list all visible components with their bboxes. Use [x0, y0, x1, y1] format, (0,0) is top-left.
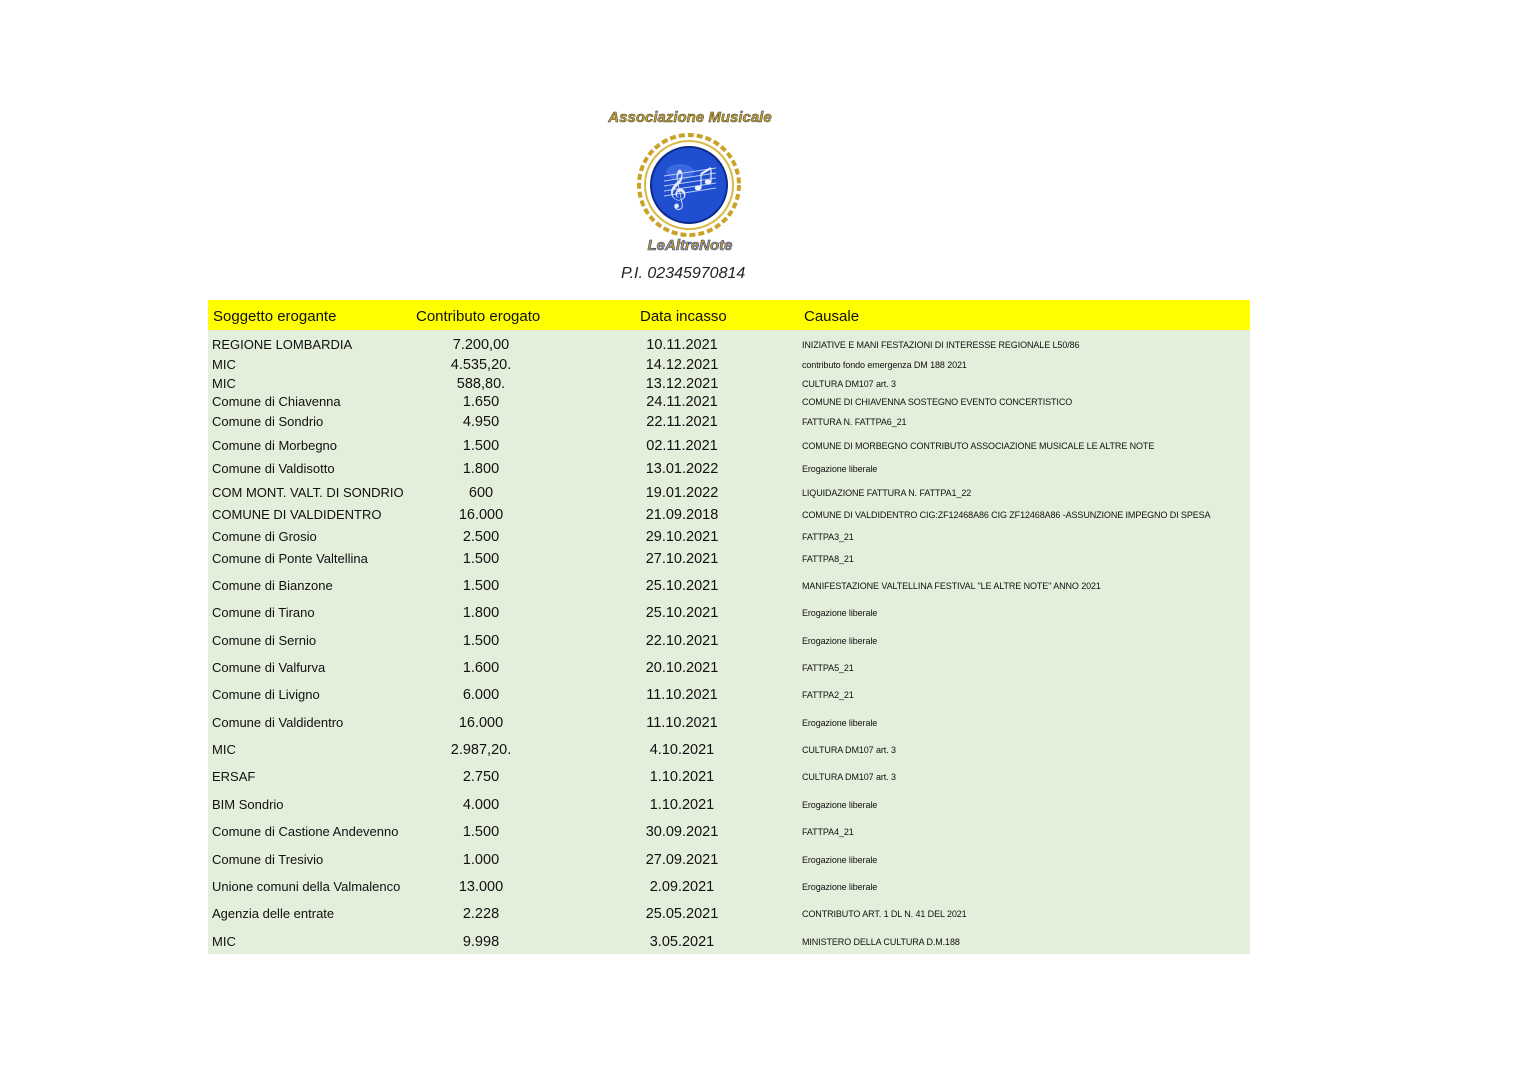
cell-contributo: 1.500	[462, 824, 500, 840]
cell-data: 11.10.2021	[646, 715, 718, 731]
table-row	[208, 685, 1250, 705]
cell-causale: CULTURA DM107 art. 3	[802, 745, 896, 755]
cell-contributo: 6.000	[462, 687, 500, 703]
cell-soggetto: Comune di Morbegno	[212, 438, 338, 453]
cell-contributo: 1.000	[462, 852, 500, 868]
table-row	[208, 549, 1250, 569]
cell-data: 19.01.2022	[645, 485, 719, 501]
cell-soggetto: Agenzia delle entrate	[212, 906, 335, 921]
cell-data: 22.11.2021	[646, 414, 718, 430]
table-row	[208, 904, 1250, 924]
cell-causale: MINISTERO DELLA CULTURA D.M.188	[802, 937, 960, 947]
table-row	[208, 505, 1250, 525]
cell-causale: INIZIATIVE E MANI FESTAZIONI DI INTERESSE REGIONALE L50/86	[802, 340, 1080, 350]
logo-top-text: Associazione Musicale	[608, 109, 772, 126]
cell-soggetto: Comune di Tresivio	[212, 852, 324, 867]
cell-data: 4.10.2021	[649, 742, 715, 758]
cell-data: 1.10.2021	[649, 769, 715, 785]
cell-causale: FATTPA2_21	[802, 690, 854, 700]
cell-data: 13.12.2021	[645, 376, 719, 392]
cell-causale: FATTURA N. FATTPA6_21	[802, 417, 907, 427]
cell-causale: Erogazione liberale	[802, 718, 878, 728]
table-row	[208, 658, 1250, 678]
cell-data: 13.01.2022	[645, 461, 719, 477]
table-header	[208, 300, 1250, 330]
cell-causale: COMUNE DI VALDIDENTRO CIG:ZF12468A86 CIG ZF12468A86 -ASSUNZIONE IMPEGNO DI SPESA	[802, 510, 1211, 520]
cell-contributo: 2.750	[462, 769, 500, 785]
table-row	[208, 436, 1250, 456]
cell-contributo: 588,80.	[456, 376, 506, 392]
cell-contributo: 16.000	[458, 715, 504, 731]
cell-data: 3.05.2021	[649, 934, 715, 950]
cell-causale: MANIFESTAZIONE VALTELLINA FESTIVAL "LE ALTRE NOTE" ANNO 2021	[802, 581, 1101, 591]
column-header-causale: Causale	[804, 308, 860, 325]
cell-contributo: 2.500	[462, 529, 500, 545]
cell-contributo: 1.500	[462, 438, 500, 454]
cell-causale: FATTPA3_21	[802, 532, 854, 542]
table-row	[208, 932, 1250, 952]
cell-soggetto: Comune di Valdidentro	[212, 715, 344, 730]
cell-causale: Erogazione liberale	[802, 882, 878, 892]
cell-causale: COMUNE DI MORBEGNO CONTRIBUTO ASSOCIAZIONE MUSICALE LE ALTRE NOTE	[802, 441, 1155, 451]
cell-contributo: 13.000	[458, 879, 504, 895]
table-row	[208, 603, 1250, 623]
table-row	[208, 392, 1250, 412]
cell-data: 14.12.2021	[645, 357, 719, 373]
treble-clef-icon: 𝄞	[666, 169, 688, 209]
table-row	[208, 412, 1250, 432]
cell-soggetto: BIM Sondrio	[212, 797, 284, 812]
cell-soggetto: Comune di Ponte Valtellina	[212, 551, 368, 566]
cell-soggetto: MIC	[212, 357, 236, 372]
logo-bottom-text: LeAltreNote	[647, 237, 733, 254]
cell-causale: CULTURA DM107 art. 3	[802, 379, 896, 389]
cell-contributo: 2.987,20.	[450, 742, 512, 758]
cell-contributo: 600	[468, 485, 494, 501]
cell-causale: Erogazione liberale	[802, 608, 878, 618]
table-row	[208, 850, 1250, 870]
cell-causale: Erogazione liberale	[802, 800, 878, 810]
cell-data: 1.10.2021	[649, 797, 715, 813]
column-header-soggetto: Soggetto erogante	[213, 308, 337, 325]
cell-data: 24.11.2021	[646, 394, 718, 410]
cell-contributo: 1.600	[462, 660, 500, 676]
cell-contributo: 1.500	[462, 578, 500, 594]
table-row	[208, 483, 1250, 503]
cell-data: 25.10.2021	[645, 605, 719, 621]
cell-contributo: 7.200,00	[452, 337, 510, 353]
table-row	[208, 459, 1250, 479]
cell-soggetto: MIC	[212, 376, 236, 391]
cell-data: 25.05.2021	[645, 906, 719, 922]
table-row	[208, 631, 1250, 651]
table-row	[208, 576, 1250, 596]
cell-data: 11.10.2021	[646, 687, 718, 703]
cell-causale: CULTURA DM107 art. 3	[802, 772, 896, 782]
cell-data: 27.10.2021	[645, 551, 719, 567]
cell-causale: COMUNE DI CHIAVENNA SOSTEGNO EVENTO CONCERTISTICO	[802, 397, 1073, 407]
column-header-data: Data incasso	[640, 308, 727, 325]
cell-contributo: 4.535,20.	[450, 357, 512, 373]
cell-data: 02.11.2021	[646, 438, 718, 454]
cell-soggetto: MIC	[212, 934, 236, 949]
cell-causale: LIQUIDAZIONE FATTURA N. FATTPA1_22	[802, 488, 972, 498]
cell-soggetto: Comune di Grosio	[212, 529, 317, 544]
table-row	[208, 355, 1250, 375]
table-row	[208, 713, 1250, 733]
cell-data: 30.09.2021	[645, 824, 719, 840]
table-row	[208, 795, 1250, 815]
cell-data: 10.11.2021	[646, 337, 718, 353]
cell-causale: FATTPA8_21	[802, 554, 854, 564]
column-header-contributo: Contributo erogato	[416, 308, 541, 325]
cell-contributo: 1.650	[462, 394, 500, 410]
table-row	[208, 335, 1250, 355]
cell-soggetto: Comune di Sondrio	[212, 414, 324, 429]
table-row	[208, 374, 1250, 394]
cell-contributo: 4.950	[462, 414, 500, 430]
cell-contributo: 1.500	[462, 633, 500, 649]
cell-soggetto: Comune di Bianzone	[212, 578, 333, 593]
table-row	[208, 822, 1250, 842]
cell-soggetto: Comune di Valdisotto	[212, 461, 335, 476]
cell-causale: contributo fondo emergenza DM 188 2021	[802, 360, 967, 370]
cell-data: 22.10.2021	[645, 633, 719, 649]
cell-soggetto: Comune di Chiavenna	[212, 394, 341, 409]
cell-contributo: 1.500	[462, 551, 500, 567]
logo-blue-disc	[651, 147, 727, 223]
cell-data: 21.09.2018	[645, 507, 719, 523]
table-row	[208, 767, 1250, 787]
logo-graphic	[608, 102, 772, 260]
cell-soggetto: Comune di Sernio	[212, 633, 317, 648]
cell-data: 27.09.2021	[645, 852, 719, 868]
cell-causale: FATTPA4_21	[802, 827, 854, 837]
cell-contributo: 1.800	[462, 605, 500, 621]
cell-soggetto: Comune di Valfurva	[212, 660, 326, 675]
cell-data: 25.10.2021	[645, 578, 719, 594]
partita-iva: P.I. 02345970814	[621, 265, 746, 282]
cell-data: 2.09.2021	[649, 879, 715, 895]
cell-soggetto: ERSAF	[212, 769, 256, 784]
cell-causale: Erogazione liberale	[802, 464, 878, 474]
cell-data: 20.10.2021	[645, 660, 719, 676]
cell-soggetto: COMUNE DI VALDIDENTRO	[212, 507, 382, 522]
cell-contributo: 16.000	[458, 507, 504, 523]
cell-soggetto: Unione comuni della Valmalenco	[212, 879, 401, 894]
cell-contributo: 1.800	[462, 461, 500, 477]
cell-causale: CONTRIBUTO ART. 1 DL N. 41 DEL 2021	[802, 909, 967, 919]
cell-soggetto: Comune di Castione Andevenno	[212, 824, 399, 839]
cell-soggetto: REGIONE LOMBARDIA	[212, 337, 353, 352]
cell-soggetto: Comune di Tirano	[212, 605, 315, 620]
cell-soggetto: COM MONT. VALT. DI SONDRIO	[212, 485, 404, 500]
cell-causale: Erogazione liberale	[802, 855, 878, 865]
contributions-table	[208, 300, 1250, 954]
cell-soggetto: Comune di Livigno	[212, 687, 320, 702]
association-logo	[608, 102, 772, 260]
table-row	[208, 527, 1250, 547]
cell-soggetto: MIC	[212, 742, 236, 757]
cell-contributo: 4.000	[462, 797, 500, 813]
cell-data: 29.10.2021	[645, 529, 719, 545]
cell-causale: FATTPA5_21	[802, 663, 854, 673]
table-row	[208, 740, 1250, 760]
cell-contributo: 2.228	[462, 906, 500, 922]
cell-causale: Erogazione liberale	[802, 636, 878, 646]
cell-contributo: 9.998	[462, 934, 500, 950]
table-row	[208, 877, 1250, 897]
